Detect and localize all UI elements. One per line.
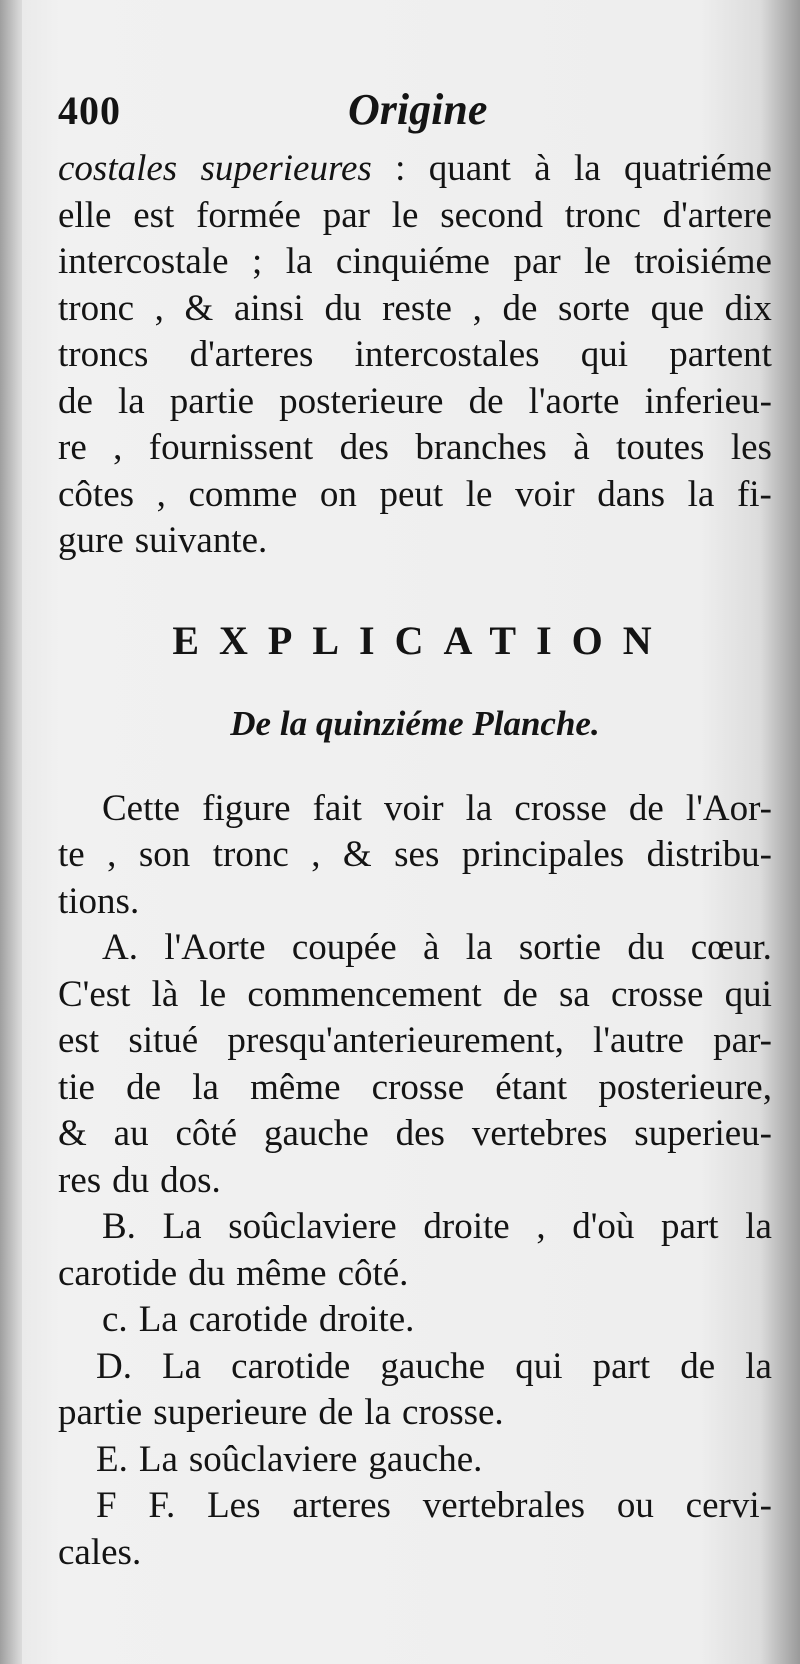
word: intercostales: [354, 334, 540, 375]
text-line: [58, 146, 772, 193]
word: elle: [58, 194, 112, 236]
word: sorte: [558, 287, 630, 329]
word: de: [680, 1345, 716, 1387]
word: formée: [196, 194, 301, 236]
text-line: [58, 472, 772, 519]
word: carotide: [231, 1345, 351, 1387]
text-line: [58, 286, 772, 333]
word: dix: [724, 287, 772, 329]
text-line: [58, 1390, 772, 1437]
word: La: [162, 1345, 202, 1387]
word: la: [285, 241, 313, 282]
word: quant: [428, 148, 511, 189]
word: toutes: [616, 427, 705, 468]
text-line: [58, 879, 772, 926]
word: situé: [128, 1020, 199, 1061]
text-line: [58, 193, 772, 240]
word: ,: [154, 287, 164, 329]
word: gauche: [263, 1113, 369, 1154]
word: ,: [536, 1206, 546, 1247]
word: là: [151, 973, 179, 1015]
word: dans: [597, 473, 666, 515]
word: suivante.: [134, 520, 268, 561]
word: comme: [188, 473, 298, 515]
word: de: [58, 380, 93, 422]
word: ,: [156, 473, 166, 515]
word: Cette: [102, 787, 181, 829]
word: cales.: [58, 1531, 142, 1573]
text-line: [58, 239, 772, 286]
word: de: [126, 1066, 162, 1108]
word: tie: [58, 1066, 95, 1108]
word: droite: [423, 1206, 510, 1247]
word: la: [745, 1345, 772, 1387]
word: tronc: [212, 834, 289, 875]
text-line: [58, 832, 772, 879]
word: arteres: [292, 1485, 391, 1526]
word: ,: [113, 427, 123, 468]
word: qui: [724, 973, 772, 1015]
word: fournissent: [148, 427, 314, 468]
text-line: [58, 1111, 772, 1158]
word: gauche: [380, 1345, 486, 1387]
word: la: [364, 1392, 391, 1433]
word: voir: [515, 473, 575, 515]
word: B.: [102, 1206, 136, 1247]
word: du: [188, 1252, 226, 1294]
word: La: [138, 1438, 178, 1480]
word: superieures: [200, 148, 372, 189]
text-line: [58, 1065, 772, 1112]
text-line: [58, 1530, 772, 1577]
word: F.: [148, 1485, 176, 1526]
word: sa: [558, 973, 590, 1015]
running-title: Origine: [348, 85, 488, 134]
word: crosse: [514, 787, 607, 829]
word: ,: [472, 287, 482, 329]
word: &: [184, 287, 214, 329]
word: crosse: [371, 1066, 465, 1108]
word: droite.: [318, 1299, 415, 1340]
word: l'Aor-: [685, 787, 772, 829]
word: par: [513, 241, 561, 282]
word: au: [113, 1113, 149, 1154]
word: on: [319, 473, 357, 515]
word: la: [465, 787, 493, 829]
word: d'où: [572, 1206, 635, 1247]
word: ,: [311, 834, 321, 875]
word: même: [236, 1252, 327, 1294]
word: crosse: [610, 973, 704, 1015]
word: gure: [58, 520, 124, 561]
word: &: [342, 834, 372, 875]
word: la: [192, 1066, 219, 1108]
word: carotide: [188, 1299, 308, 1340]
word: costales: [58, 148, 178, 189]
word: dos.: [160, 1159, 221, 1201]
word: La: [138, 1299, 178, 1340]
word: tronc: [58, 287, 135, 329]
word: C'est: [58, 973, 131, 1015]
text-line: [58, 786, 772, 833]
word: posterieure: [279, 380, 444, 422]
word: côté.: [337, 1252, 409, 1294]
word: même: [250, 1066, 341, 1108]
word: le: [584, 241, 611, 282]
text-line: [58, 332, 772, 379]
word: des: [339, 427, 389, 468]
word: partie: [58, 1392, 143, 1433]
word: de: [318, 1392, 354, 1433]
running-head: [58, 84, 772, 146]
text-line: [58, 1251, 772, 1298]
word: est: [58, 1020, 100, 1061]
word: son: [138, 834, 191, 875]
word: la: [573, 148, 601, 189]
word: te: [58, 834, 85, 875]
word: D.: [96, 1345, 132, 1387]
word: ;: [251, 241, 263, 282]
word: le: [199, 973, 227, 1015]
word: ses: [394, 834, 440, 875]
word: coupée: [291, 927, 397, 968]
word: à: [534, 148, 551, 189]
word: le: [391, 194, 419, 236]
word: quatriéme: [623, 148, 772, 189]
word: voir: [383, 787, 444, 829]
word: qui: [515, 1345, 563, 1387]
word: la: [687, 473, 715, 515]
text-line: [58, 1297, 772, 1344]
section-subtitle: De la quinziéme Planche.: [230, 703, 600, 743]
word: tions.: [58, 880, 140, 922]
word: à: [573, 427, 590, 468]
word: peut: [379, 473, 444, 515]
word: étant: [495, 1066, 568, 1108]
word: les: [730, 427, 772, 468]
word: l'aorte: [528, 380, 620, 422]
word: est: [133, 194, 175, 236]
word: E.: [96, 1438, 128, 1480]
word: La: [162, 1206, 202, 1247]
word: tronc: [564, 194, 641, 236]
section-title: EXPLICATION: [172, 617, 672, 663]
text-line: [58, 1483, 772, 1530]
text-line: [58, 1018, 772, 1065]
word: ou: [616, 1485, 654, 1526]
word: soûclaviere: [188, 1438, 358, 1480]
word: ,: [107, 834, 117, 875]
word: du: [627, 927, 665, 968]
word: gauche.: [368, 1438, 483, 1480]
word: troisiéme: [634, 241, 772, 282]
word: cervi-: [685, 1485, 772, 1526]
word: que: [650, 287, 704, 329]
word: sortie: [518, 927, 602, 968]
word: presqu'anterieurement,: [227, 1020, 564, 1061]
word: cœur.: [690, 927, 772, 968]
word: distribu-: [646, 834, 772, 875]
paragraph-explanation: [58, 786, 772, 1577]
word: partent: [669, 334, 772, 375]
text-line: [58, 425, 772, 472]
word: F: [96, 1485, 117, 1526]
word: la: [465, 927, 493, 968]
word: de: [468, 380, 504, 422]
word: Les: [207, 1485, 261, 1526]
word: second: [440, 194, 543, 236]
word: A.: [102, 927, 138, 968]
text-block: [58, 84, 772, 1576]
word: vertebres: [471, 1113, 608, 1154]
word: l'autre: [593, 1020, 684, 1061]
word: d'artere: [662, 194, 772, 236]
text-line: [58, 972, 772, 1019]
word: &: [58, 1113, 87, 1154]
word: reste: [382, 287, 452, 329]
word: :: [395, 148, 406, 189]
word: du: [324, 287, 362, 329]
word: re: [58, 427, 87, 468]
word: du: [112, 1159, 150, 1201]
text-line: [58, 1437, 772, 1484]
word: part: [592, 1345, 651, 1387]
text-line: [58, 1158, 772, 1205]
word: posterieure,: [598, 1066, 772, 1108]
text-line: [58, 379, 772, 426]
word: vertebrales: [422, 1485, 586, 1526]
word: ainsi: [233, 287, 304, 329]
text-line: [58, 518, 772, 565]
word: inferieu-: [644, 380, 772, 422]
word: à: [423, 927, 440, 968]
word: des: [395, 1113, 445, 1154]
text-line: [58, 1344, 772, 1391]
word: troncs: [58, 334, 149, 375]
word: crosse.: [401, 1392, 504, 1433]
text-line: [58, 925, 772, 972]
text-line: [58, 1204, 772, 1251]
word: partie: [169, 380, 255, 422]
word: côtes: [58, 473, 135, 515]
page-number: 400: [58, 88, 121, 133]
word: fait: [312, 787, 362, 829]
word: figure: [202, 787, 291, 829]
word: de: [502, 287, 538, 329]
word: par: [322, 194, 370, 236]
paragraph-top: [58, 146, 772, 565]
word: le: [465, 473, 493, 515]
word: de: [502, 973, 538, 1015]
word: res: [58, 1159, 102, 1201]
word: c.: [102, 1299, 128, 1340]
word: superieu-: [634, 1113, 772, 1154]
word: commencement: [247, 973, 482, 1015]
word: d'arteres: [189, 334, 314, 375]
word: côté: [175, 1113, 238, 1154]
word: part: [661, 1206, 719, 1247]
word: carotide: [58, 1252, 178, 1294]
word: la: [745, 1206, 772, 1247]
word: qui: [580, 334, 629, 375]
word: intercostale: [58, 241, 229, 282]
word: soûclaviere: [228, 1206, 397, 1247]
word: principales: [461, 834, 625, 875]
word: la: [118, 380, 145, 422]
word: fi-: [736, 473, 772, 515]
word: cinquiéme: [335, 241, 490, 282]
word: par-: [713, 1020, 772, 1061]
word: branches: [415, 427, 547, 468]
word: superieure: [153, 1392, 308, 1433]
word: de: [628, 787, 664, 829]
word: l'Aorte: [164, 927, 266, 968]
